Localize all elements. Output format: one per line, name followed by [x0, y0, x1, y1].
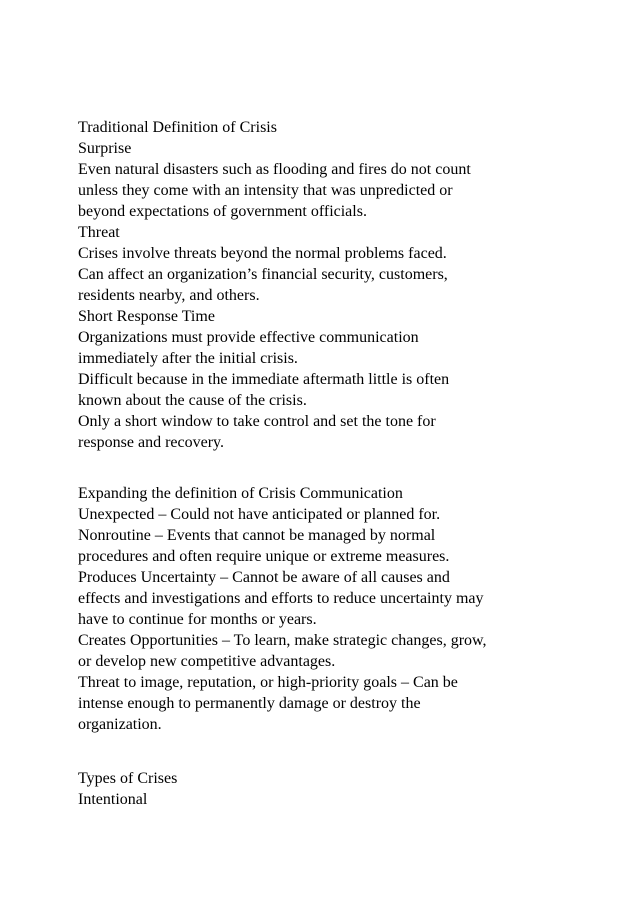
text-line: effects and investigations and efforts to reduce uncertainty may: [78, 590, 484, 607]
text-line: Expanding the definition of Crisis Communication: [78, 485, 403, 502]
section-traditional-definition: [78, 117, 578, 453]
text-line: Short Response Time: [78, 308, 215, 325]
text-line: unless they come with an intensity that was unpredicted or: [78, 182, 453, 199]
text-line: Unexpected – Could not have anticipated or planned for.: [78, 506, 441, 523]
text-line: response and recovery.: [78, 434, 225, 451]
text-line: Traditional Definition of Crisis: [78, 119, 277, 136]
text-line: Intentional: [78, 791, 148, 808]
text-line: procedures and often require unique or extreme measures.: [78, 548, 450, 565]
text-line: Difficult because in the immediate aftermath little is often: [78, 371, 450, 388]
text-line: or develop new competitive advantages.: [78, 653, 336, 670]
text-line: immediately after the initial crisis.: [78, 350, 298, 367]
text-line: organization.: [78, 716, 162, 733]
text-line: Only a short window to take control and set the tone for: [78, 413, 436, 430]
text-line: Even natural disasters such as flooding and fires do not count: [78, 161, 471, 178]
text-line: have to continue for months or years.: [78, 611, 317, 628]
text-line: Crises involve threats beyond the normal problems faced.: [78, 245, 447, 262]
text-line: Threat to image, reputation, or high-priority goals – Can be: [78, 674, 458, 691]
text-line: beyond expectations of government officials.: [78, 203, 367, 220]
text-line: Threat: [78, 224, 120, 241]
text-line: Surprise: [78, 140, 132, 157]
text-line: Can affect an organization’s financial security, customers,: [78, 266, 448, 283]
text-line: Creates Opportunities – To learn, make strategic changes, grow,: [78, 632, 487, 649]
text-line: Produces Uncertainty – Cannot be aware of all causes and: [78, 569, 450, 586]
text-line: Types of Crises: [78, 770, 178, 787]
text-line: Organizations must provide effective communication: [78, 329, 419, 346]
text-line: residents nearby, and others.: [78, 287, 260, 304]
section-expanding-definition: [78, 483, 578, 735]
text-line: known about the cause of the crisis.: [78, 392, 307, 409]
text-line: intense enough to permanently damage or destroy the: [78, 695, 421, 712]
section-types-of-crises: [78, 768, 578, 810]
text-line: Nonroutine – Events that cannot be managed by normal: [78, 527, 436, 544]
